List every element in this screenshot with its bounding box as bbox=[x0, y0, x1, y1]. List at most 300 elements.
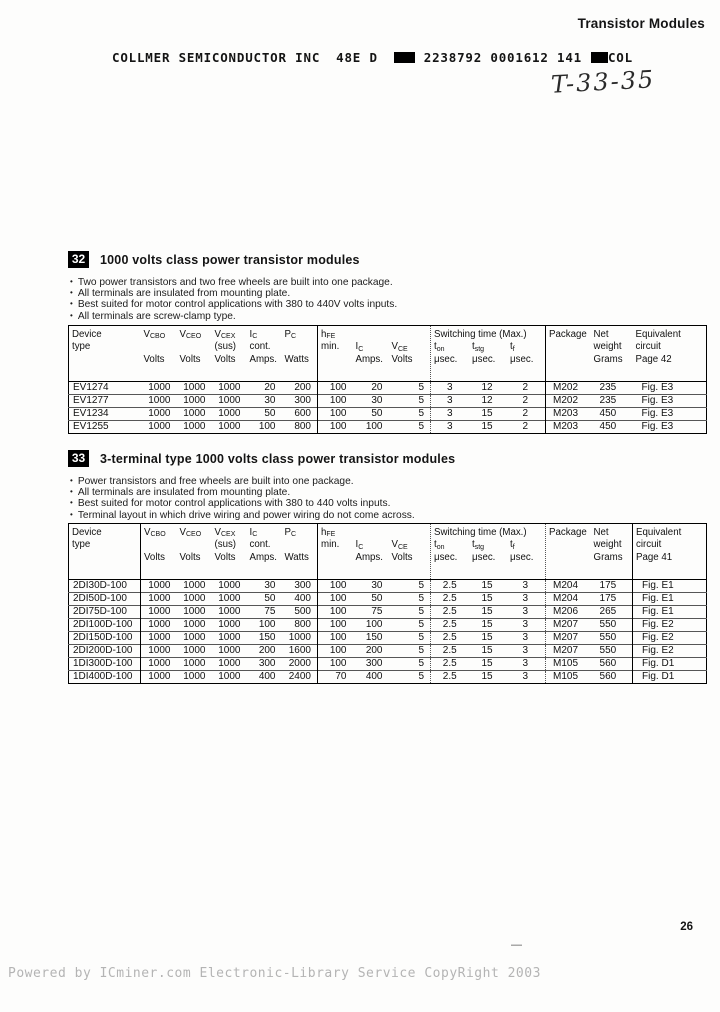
table-cell: 3 bbox=[446, 382, 453, 394]
table-cell: 100 bbox=[318, 395, 353, 408]
header-line: Page 42 bbox=[635, 354, 672, 365]
bullet-item: • Power transistors and free wheels are built into one package. bbox=[70, 476, 706, 487]
header-line: VCBO bbox=[143, 328, 166, 341]
table-cell: M207 bbox=[546, 632, 591, 645]
header-line: Volts bbox=[214, 354, 236, 365]
header-line: VCEX bbox=[214, 526, 236, 539]
spec-table-3terminal bbox=[68, 523, 707, 684]
header-line bbox=[549, 341, 589, 354]
header-line: ton bbox=[434, 539, 445, 551]
document-title: Transistor Modules bbox=[577, 16, 705, 31]
table-cell: 30 bbox=[247, 395, 282, 408]
table-cell: 100 bbox=[318, 632, 353, 645]
table-cell: 3 bbox=[431, 408, 469, 421]
col-ic-test bbox=[353, 523, 389, 579]
table-cell: M202 bbox=[546, 395, 591, 408]
table-cell: M204 bbox=[553, 580, 579, 592]
col-net-weight bbox=[591, 523, 633, 579]
table-cell: 12 bbox=[469, 395, 506, 408]
table-row bbox=[69, 645, 707, 658]
header-line: tstg bbox=[472, 341, 485, 353]
table-cell: 1000 bbox=[177, 606, 212, 619]
table-cell: 5 bbox=[389, 619, 431, 632]
col-net-weight bbox=[591, 325, 633, 381]
header-line: tf bbox=[510, 341, 515, 353]
table-cell: 2.5 bbox=[431, 658, 469, 671]
table-cell: 1000 bbox=[177, 421, 212, 434]
bullet-item: • Best suited for motor control applications with 380 to 440 volts inputs. bbox=[70, 498, 706, 509]
table-cell: 5 bbox=[389, 382, 431, 395]
table-cell: 235 bbox=[599, 382, 617, 394]
col-ic-cont bbox=[247, 325, 282, 381]
header-line: Device bbox=[72, 328, 102, 340]
table-cell: 2000 bbox=[282, 658, 318, 671]
header-line: type bbox=[72, 341, 91, 353]
header-line: μsec. bbox=[472, 354, 496, 365]
table-cell: 2400 bbox=[282, 671, 318, 684]
table-cell: 1DI400D-100 bbox=[69, 671, 141, 684]
table-cell: 500 bbox=[282, 606, 318, 619]
table-cell: 1000 bbox=[212, 658, 247, 671]
table-cell: 1000 bbox=[141, 606, 177, 619]
table-cell: 1000 bbox=[148, 580, 171, 592]
table-cell: 20 bbox=[264, 382, 276, 394]
header-line: Grams bbox=[593, 552, 623, 563]
feature-bullet-list bbox=[70, 277, 706, 322]
table-cell: 5 bbox=[389, 606, 431, 619]
header-line: Grams bbox=[593, 354, 623, 365]
table-cell: 150 bbox=[353, 632, 389, 645]
header-line: circuit bbox=[635, 341, 661, 353]
table-cell: 75 bbox=[247, 606, 282, 619]
section-title: 1000 volts class power transistor modules bbox=[100, 252, 360, 267]
header-line: Volts bbox=[144, 552, 166, 563]
header-line bbox=[549, 354, 589, 367]
col-device-type bbox=[69, 523, 141, 579]
col-vce-test bbox=[389, 325, 431, 381]
table-cell: 1000 bbox=[177, 619, 212, 632]
header-line: VCBO bbox=[144, 526, 166, 539]
table-cell: 3 bbox=[431, 395, 469, 408]
table-header bbox=[69, 325, 707, 381]
bullet-item: • All terminals are insulated from mounting plate. bbox=[70, 288, 706, 299]
header-line: μsec. bbox=[510, 354, 534, 365]
table-cell: 15 bbox=[469, 619, 506, 632]
table-cell: 100 bbox=[353, 421, 389, 434]
table-cell: 2DI30D-100 bbox=[69, 580, 141, 593]
header-line: Volts bbox=[391, 354, 413, 365]
header-line: VCE bbox=[391, 341, 408, 353]
header-line: hFE bbox=[321, 328, 336, 341]
table-cell: 450 bbox=[591, 421, 633, 434]
table-cell: 2 bbox=[506, 395, 546, 408]
table-cell: 100 bbox=[318, 645, 353, 658]
col-vcbo bbox=[141, 523, 177, 579]
table-cell: M203 bbox=[546, 421, 591, 434]
table-cell: 100 bbox=[329, 580, 347, 592]
col-ic-cont bbox=[247, 523, 282, 579]
table-cell: 560 bbox=[591, 658, 633, 671]
section-number-badge: 32 bbox=[68, 251, 89, 268]
spec-table-1000v bbox=[68, 325, 707, 434]
table-cell: EV1274 bbox=[73, 382, 109, 394]
header-line: μsec. bbox=[510, 552, 534, 563]
barcode-block-icon bbox=[394, 52, 415, 63]
header-line bbox=[144, 539, 175, 552]
bullet-item: • Best suited for motor control applications with 380 to 440V volts inputs. bbox=[70, 299, 706, 310]
table-cell: 400 bbox=[282, 593, 318, 606]
header-line bbox=[472, 565, 507, 578]
table-cell: 1000 bbox=[212, 606, 247, 619]
header-line bbox=[392, 527, 429, 540]
table-cell: 30 bbox=[264, 580, 276, 592]
header-line bbox=[144, 341, 175, 354]
header-line bbox=[285, 341, 316, 354]
col-tstg bbox=[469, 539, 507, 577]
table-cell: 1000 bbox=[282, 632, 318, 645]
table-cell: 2.5 bbox=[442, 580, 457, 592]
table-cell: 1000 bbox=[141, 632, 177, 645]
table-cell: 100 bbox=[247, 619, 282, 632]
table-cell: 1000 bbox=[183, 580, 206, 592]
header-line: tf bbox=[510, 539, 515, 551]
table-cell: 2.5 bbox=[431, 606, 469, 619]
table-row bbox=[69, 395, 707, 408]
barcode-number: 2238792 0001612 141 bbox=[423, 50, 582, 65]
table-cell: 1000 bbox=[177, 645, 212, 658]
header-line: Net bbox=[593, 328, 609, 340]
table-cell: 550 bbox=[591, 645, 633, 658]
col-ton bbox=[431, 341, 469, 379]
table-cell: 1000 bbox=[148, 382, 171, 394]
header-line: μsec. bbox=[472, 552, 496, 563]
table-cell: 2.5 bbox=[431, 619, 469, 632]
table-cell: Fig. E1 bbox=[633, 606, 707, 619]
table-cell: M207 bbox=[546, 645, 591, 658]
table-cell: Fig. E1 bbox=[633, 580, 707, 593]
table-cell: 3 bbox=[431, 421, 469, 434]
table-cell: 1000 bbox=[218, 382, 241, 394]
table-cell: 15 bbox=[469, 408, 506, 421]
table-cell: 2 bbox=[506, 408, 546, 421]
table-cell: 30 bbox=[353, 395, 389, 408]
header-line bbox=[72, 552, 138, 565]
page-number: 26 bbox=[680, 921, 693, 933]
header-line: Volts bbox=[214, 552, 236, 563]
table-cell: 100 bbox=[318, 593, 353, 606]
col-vceo bbox=[177, 325, 212, 381]
header-line bbox=[356, 329, 387, 342]
table-cell: 2.5 bbox=[431, 645, 469, 658]
table-cell: 15 bbox=[469, 671, 506, 684]
table-cell: 1000 bbox=[141, 421, 177, 434]
table-cell: Fig. E2 bbox=[633, 645, 707, 658]
table-row bbox=[69, 632, 707, 645]
table-cell: Fig. E3 bbox=[633, 421, 707, 434]
table-cell: 15 bbox=[469, 593, 506, 606]
table-cell: 100 bbox=[318, 421, 353, 434]
header-line: IC bbox=[355, 539, 364, 551]
header-line: Volts bbox=[143, 354, 165, 365]
col-group-switching-time bbox=[431, 325, 546, 381]
header-line: VCE bbox=[391, 539, 408, 551]
header-line bbox=[392, 329, 429, 342]
table-cell: 15 bbox=[469, 606, 506, 619]
table-row bbox=[69, 671, 707, 684]
header-line bbox=[180, 539, 210, 552]
header-line bbox=[180, 341, 210, 354]
header-line bbox=[285, 539, 316, 552]
table-cell: 600 bbox=[282, 408, 318, 421]
table-cell: 2DI100D-100 bbox=[69, 619, 141, 632]
table-cell: 100 bbox=[318, 619, 353, 632]
table-cell: Fig. E3 bbox=[633, 408, 707, 421]
table-cell: 1000 bbox=[212, 619, 247, 632]
table-cell: 5 bbox=[389, 593, 431, 606]
table-cell: 20 bbox=[371, 382, 383, 394]
table-cell: 1000 bbox=[212, 593, 247, 606]
table-cell: M203 bbox=[546, 408, 591, 421]
table-row bbox=[69, 408, 707, 421]
table-cell: 550 bbox=[591, 619, 633, 632]
section-number-badge: 33 bbox=[68, 450, 89, 467]
col-vcex-sus bbox=[212, 325, 247, 381]
col-hfe-min bbox=[318, 523, 353, 579]
table-cell: 235 bbox=[591, 395, 633, 408]
col-ton bbox=[431, 539, 469, 577]
table-cell: 2DI150D-100 bbox=[69, 632, 141, 645]
header-line: cont. bbox=[249, 539, 271, 551]
table-cell: 3 bbox=[506, 632, 546, 645]
section-heading bbox=[68, 251, 706, 268]
table-cell: Fig. D1 bbox=[633, 658, 707, 671]
table-cell: 175 bbox=[599, 580, 617, 592]
section-title: 3-terminal type 1000 volts class power transistor modules bbox=[100, 451, 456, 466]
header-line bbox=[472, 367, 507, 380]
table-cell: 1000 bbox=[212, 632, 247, 645]
header-line: Package bbox=[549, 526, 587, 538]
watermark-text: Powered by ICminer.com Electronic-Library Service CopyRight 2003 bbox=[8, 966, 541, 981]
header-line: tstg bbox=[472, 539, 485, 551]
footer-dash: — bbox=[511, 939, 522, 951]
col-equivalent-circuit bbox=[633, 325, 707, 381]
scan-header-line bbox=[112, 50, 633, 65]
table-cell: 5 bbox=[389, 632, 431, 645]
scan-suffix: COL bbox=[607, 50, 633, 65]
table-cell: 5 bbox=[389, 671, 431, 684]
table-cell: 15 bbox=[469, 645, 506, 658]
table-cell: 30 bbox=[371, 580, 383, 592]
section-1000v-modules bbox=[68, 251, 706, 434]
table-cell: 1000 bbox=[177, 395, 212, 408]
table-cell: 2DI200D-100 bbox=[69, 645, 141, 658]
col-tf bbox=[507, 539, 545, 577]
header-line: Package bbox=[549, 328, 587, 340]
header-line: Amps. bbox=[249, 354, 277, 365]
table-cell: Fig. E3 bbox=[633, 395, 707, 408]
table-cell: M105 bbox=[546, 671, 591, 684]
table-cell: M206 bbox=[546, 606, 591, 619]
col-vce-test bbox=[389, 523, 431, 579]
bullet-item: • All terminals are insulated from mounting plate. bbox=[70, 487, 706, 498]
table-cell: 1DI300D-100 bbox=[69, 658, 141, 671]
col-hfe-min bbox=[318, 325, 353, 381]
table-cell: 1000 bbox=[141, 671, 177, 684]
header-line bbox=[434, 565, 469, 578]
header-line: IC bbox=[249, 328, 258, 341]
table-row bbox=[69, 421, 707, 434]
table-cell: 1600 bbox=[282, 645, 318, 658]
header-line: VCEO bbox=[179, 328, 202, 341]
header-line: VCEO bbox=[179, 526, 202, 539]
table-cell: 2 bbox=[506, 421, 546, 434]
table-cell: 1000 bbox=[141, 619, 177, 632]
header-line: Net bbox=[593, 526, 609, 538]
table-cell: Fig. D1 bbox=[633, 671, 707, 684]
header-line bbox=[549, 552, 589, 565]
header-line bbox=[72, 354, 139, 367]
table-cell: 265 bbox=[591, 606, 633, 619]
header-line: Amps. bbox=[355, 552, 383, 563]
table-cell: 5 bbox=[389, 658, 431, 671]
table-cell: 1000 bbox=[177, 593, 212, 606]
vendor-name: COLLMER SEMICONDUCTOR INC bbox=[112, 50, 321, 65]
header-line: μsec. bbox=[434, 552, 458, 563]
header-line: min. bbox=[321, 341, 340, 353]
table-cell: 15 bbox=[469, 632, 506, 645]
header-line: PC bbox=[284, 526, 297, 539]
table-cell: 12 bbox=[481, 382, 493, 394]
table-cell: 2 bbox=[506, 382, 546, 395]
col-vceo bbox=[177, 523, 212, 579]
table-cell: 3 bbox=[506, 593, 546, 606]
col-vcbo bbox=[141, 325, 177, 381]
col-package bbox=[546, 523, 591, 579]
table-cell: 1000 bbox=[212, 645, 247, 658]
table-cell: 1000 bbox=[212, 671, 247, 684]
table-cell: 50 bbox=[353, 593, 389, 606]
col-vcex-sus bbox=[212, 523, 247, 579]
table-cell: 1000 bbox=[141, 658, 177, 671]
switching-time-label: Switching time (Max.) bbox=[434, 526, 527, 538]
table-cell: 70 bbox=[318, 671, 353, 684]
table-cell: 560 bbox=[591, 671, 633, 684]
table-row bbox=[69, 593, 707, 606]
table-cell: 3 bbox=[506, 606, 546, 619]
col-ic-test bbox=[353, 325, 389, 381]
table-cell: 15 bbox=[469, 658, 506, 671]
table-cell: 1000 bbox=[177, 658, 212, 671]
header-line: Volts bbox=[179, 354, 201, 365]
table-cell: 1000 bbox=[141, 395, 177, 408]
table-cell: 2.5 bbox=[431, 632, 469, 645]
table-cell: 3 bbox=[506, 619, 546, 632]
table-header bbox=[69, 523, 707, 579]
header-line: (sus) bbox=[214, 341, 237, 353]
col-tstg bbox=[469, 341, 507, 379]
header-line: PC bbox=[284, 328, 297, 341]
header-line: Amps. bbox=[249, 552, 277, 563]
table-cell: 175 bbox=[591, 593, 633, 606]
table-cell: 75 bbox=[353, 606, 389, 619]
handwritten-note: T-33-35 bbox=[550, 65, 656, 99]
table-cell: 5 bbox=[389, 421, 431, 434]
table-cell: 5 bbox=[389, 645, 431, 658]
table-cell: 400 bbox=[247, 671, 282, 684]
header-line: min. bbox=[321, 539, 340, 551]
table-cell: 1000 bbox=[177, 408, 212, 421]
col-group-switching-time bbox=[431, 523, 546, 579]
header-line bbox=[549, 539, 589, 552]
col-package bbox=[546, 325, 591, 381]
table-cell: 1000 bbox=[212, 421, 247, 434]
header-line bbox=[510, 367, 545, 380]
scan-code-mid: 48E D bbox=[336, 50, 378, 65]
table-cell: 1000 bbox=[141, 645, 177, 658]
header-line: Watts bbox=[284, 354, 309, 365]
table-cell: 300 bbox=[282, 580, 318, 593]
table-row bbox=[69, 382, 707, 395]
col-tf bbox=[507, 341, 545, 379]
table-cell: Fig. E2 bbox=[633, 619, 707, 632]
table-cell: Fig. E2 bbox=[633, 632, 707, 645]
header-line bbox=[434, 367, 469, 380]
section-3terminal-modules bbox=[68, 450, 706, 684]
table-cell: 50 bbox=[353, 408, 389, 421]
header-line: Volts bbox=[391, 552, 413, 563]
table-row bbox=[69, 619, 707, 632]
table-cell: 2.5 bbox=[431, 593, 469, 606]
table-cell: 1000 bbox=[177, 671, 212, 684]
header-line: Device bbox=[72, 526, 102, 538]
header-line: Volts bbox=[179, 552, 201, 563]
table-cell: EV1234 bbox=[69, 408, 141, 421]
table-cell: M202 bbox=[553, 382, 579, 394]
table-cell: 50 bbox=[247, 408, 282, 421]
table-cell: 100 bbox=[247, 421, 282, 434]
table-cell: 450 bbox=[591, 408, 633, 421]
bullet-item: • Two power transistors and two free wheels are built into one package. bbox=[70, 277, 706, 288]
table-cell: 1000 bbox=[212, 408, 247, 421]
col-equivalent-circuit bbox=[633, 523, 707, 579]
table-cell: 15 bbox=[481, 580, 493, 592]
table-cell: 800 bbox=[282, 421, 318, 434]
header-line: IC bbox=[249, 526, 258, 539]
header-line bbox=[321, 354, 351, 367]
table-cell: 50 bbox=[247, 593, 282, 606]
table-cell: 1000 bbox=[177, 632, 212, 645]
table-cell: 3 bbox=[506, 671, 546, 684]
table-cell: 200 bbox=[353, 645, 389, 658]
header-line: weight bbox=[593, 539, 622, 551]
switching-time-label: Switching time (Max.) bbox=[434, 328, 527, 340]
bullet-item: • Terminal layout in which drive wiring and power wiring do not come across. bbox=[70, 510, 706, 521]
table-cell: 1000 bbox=[218, 580, 241, 592]
header-line: ton bbox=[434, 341, 445, 353]
table-cell: 1000 bbox=[183, 382, 206, 394]
table-cell: 3 bbox=[506, 658, 546, 671]
table-cell: 2DI50D-100 bbox=[69, 593, 141, 606]
table-cell: Fig. E1 bbox=[633, 593, 707, 606]
table-cell: 1000 bbox=[212, 395, 247, 408]
col-pc bbox=[282, 325, 318, 381]
header-line bbox=[356, 527, 387, 540]
col-device-type bbox=[69, 325, 141, 381]
header-line: Equivalent bbox=[635, 328, 681, 340]
table-cell: 100 bbox=[318, 408, 353, 421]
table-cell: 300 bbox=[282, 395, 318, 408]
table-body bbox=[69, 580, 707, 684]
